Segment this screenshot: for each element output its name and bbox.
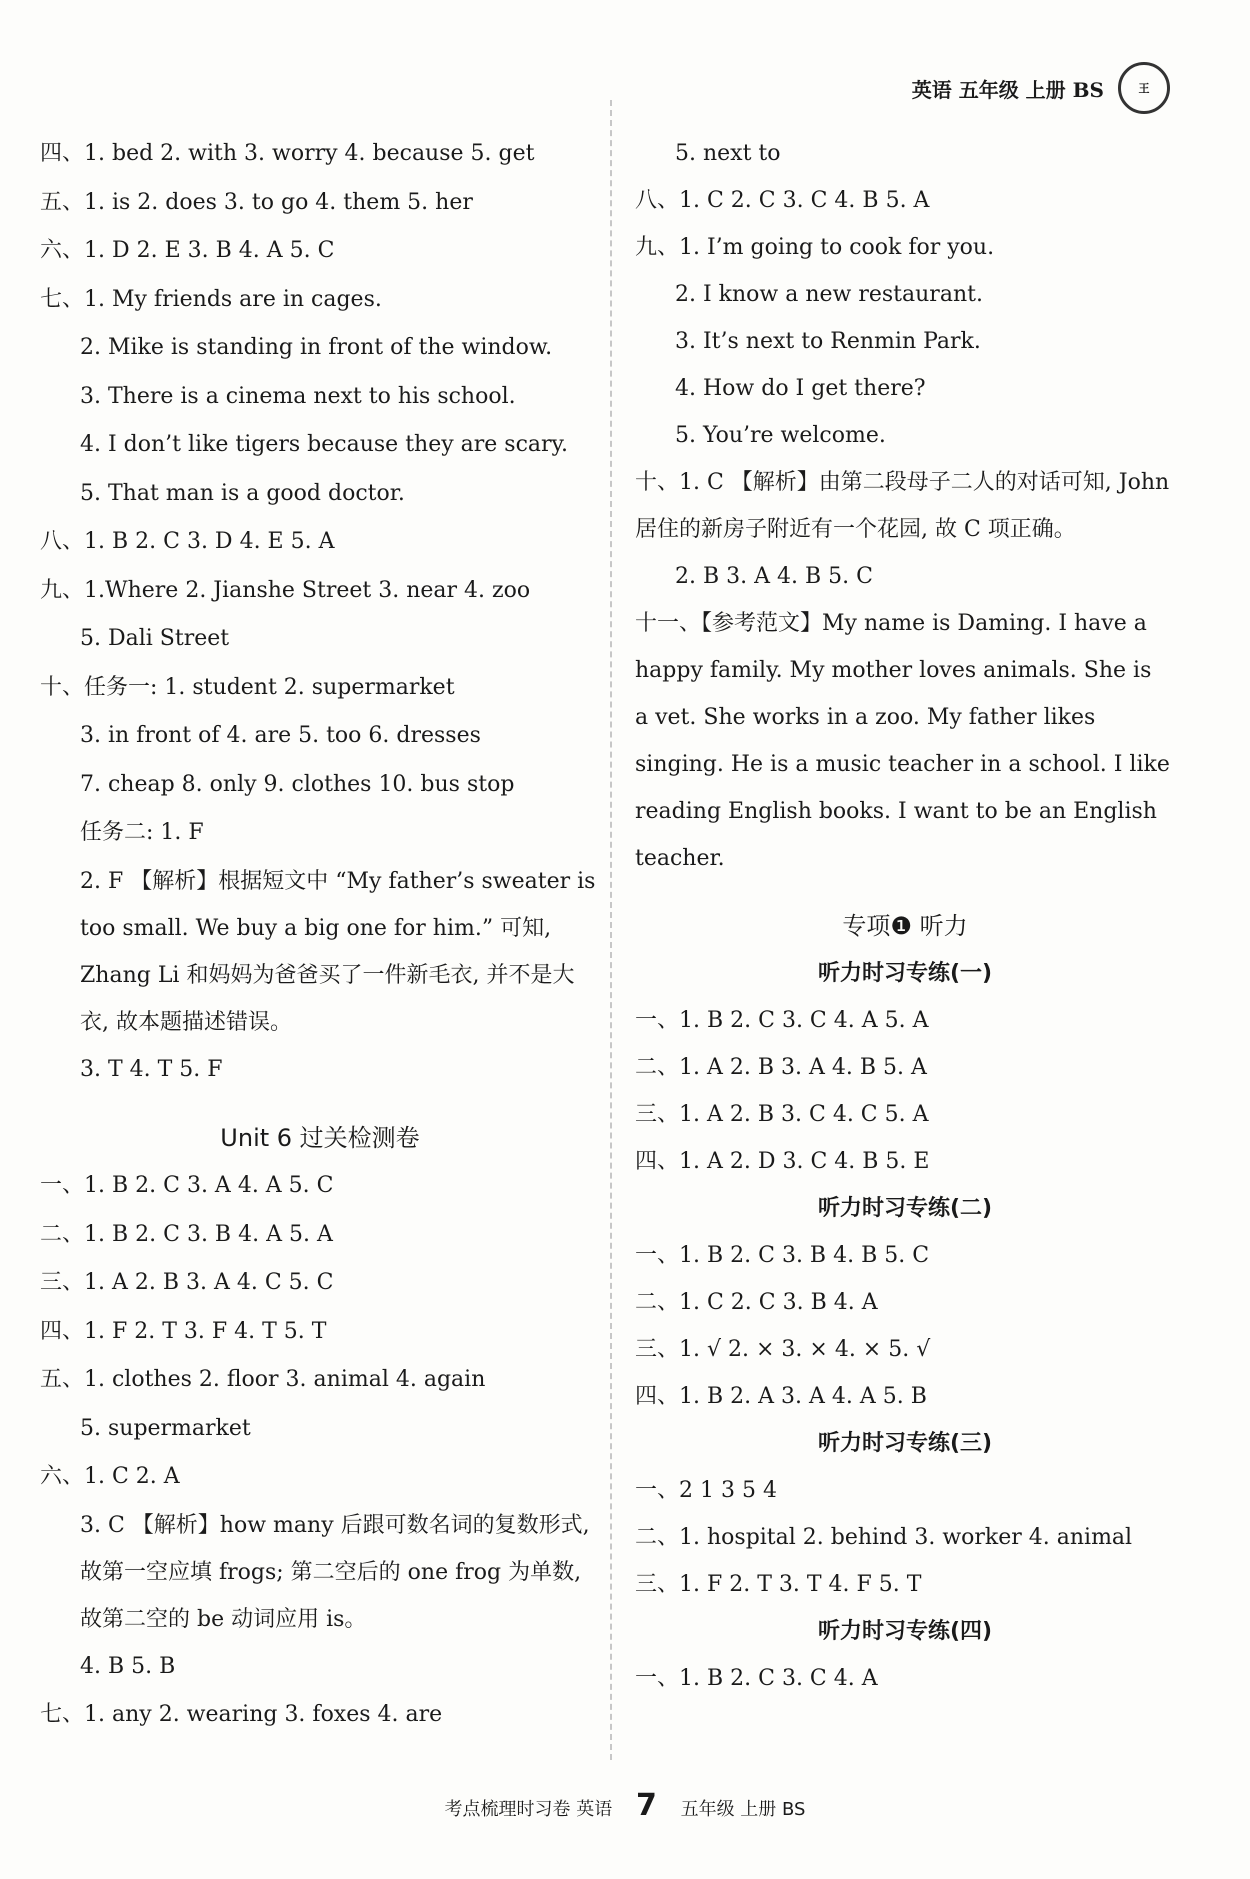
- answer-line: 3. T 4. T 5. F: [80, 1056, 223, 1082]
- answer-line: 三、1. √ 2. × 3. × 4. × 5. √: [635, 1337, 931, 1362]
- answer-line: 3. It’s next to Renmin Park.: [675, 329, 981, 354]
- page-header: [912, 62, 1170, 114]
- answer-line: 二、1. C 2. C 3. B 4. A: [635, 1290, 878, 1315]
- answer-line: 2. B 3. A 4. B 5. C: [675, 564, 873, 589]
- right-column: [635, 130, 1175, 1702]
- answer-line: 一、1. B 2. C 3. C 4. A: [635, 1666, 878, 1691]
- answer-line: 六、1. D 2. E 3. B 4. A 5. C: [40, 238, 335, 263]
- answer-line: 四、1. bed 2. with 3. worry 4. because 5. get: [40, 141, 535, 166]
- answer-line: 二、1. hospital 2. behind 3. worker 4. animal: [635, 1525, 1133, 1550]
- answer-line: 2. I know a new restaurant.: [675, 282, 983, 307]
- answer-line: 四、1. A 2. D 3. C 4. B 5. E: [635, 1149, 930, 1174]
- answer-line: 四、1. F 2. T 3. F 4. T 5. T: [40, 1318, 327, 1344]
- explanation-paragraph: 十、1. C 【解析】由第二段母子二人的对话可知, John 居住的新房子附近有一个花园, 故 C 项正确。: [635, 470, 1170, 542]
- brand-seal-icon: 王: [1118, 62, 1170, 114]
- answer-line: 八、1. B 2. C 3. D 4. E 5. A: [40, 529, 335, 554]
- answer-line: 一、1. B 2. C 3. C 4. A 5. A: [635, 1008, 929, 1033]
- answer-line: 3. There is a cinema next to his school.: [80, 383, 516, 409]
- left-column: [40, 130, 600, 1740]
- answer-line: 七、1. any 2. wearing 3. foxes 4. are: [40, 1702, 443, 1727]
- answer-line: 任务二: 1. F: [80, 820, 204, 845]
- footer-left: 考点梳理时习卷 英语: [444, 1799, 613, 1820]
- practice-title: 听力时习专练(四): [817, 1619, 993, 1644]
- explanation-paragraph: 3. C 【解析】how many 后跟可数名词的复数形式, 故第一空应填 frogs; 第二空后的 one frog 为单数, 故第二空的 be 动词应用 is。: [80, 1512, 590, 1632]
- answer-line: 5. next to: [675, 141, 781, 166]
- answer-line: 五、1. is 2. does 3. to go 4. them 5. her: [40, 189, 473, 215]
- answer-line: 5. supermarket: [80, 1415, 251, 1441]
- practice-title: 听力时习专练(二): [817, 1196, 993, 1221]
- answer-line: 一、1. B 2. C 3. B 4. B 5. C: [635, 1243, 930, 1268]
- answer-line: 2. Mike is standing in front of the window.: [80, 335, 553, 360]
- answer-line: 一、1. B 2. C 3. A 4. A 5. C: [40, 1173, 334, 1198]
- explanation-paragraph: 2. F 【解析】根据短文中 “My father’s sweater is too small. We buy a big one for him.” 可知, Zhang Li 和妈妈为爸爸买了一件新毛衣, 并不是大衣, 故本题描述错误。: [80, 868, 596, 1035]
- page-number: 7: [635, 1788, 657, 1823]
- unit-title: Unit 6 过关检测卷: [220, 1124, 420, 1152]
- answer-line: 九、1.Where 2. Jianshe Street 3. near 4. zoo: [40, 577, 531, 603]
- answer-line: 四、1. B 2. A 3. A 4. A 5. B: [635, 1384, 927, 1409]
- answer-line: 六、1. C 2. A: [40, 1464, 180, 1489]
- column-divider: [610, 100, 612, 1760]
- answer-line: 八、1. C 2. C 3. C 4. B 5. A: [635, 188, 930, 213]
- answer-line: 九、1. I’m going to cook for you.: [635, 235, 995, 260]
- answer-line: 5. Dali Street: [80, 626, 230, 651]
- answer-line: 二、1. B 2. C 3. B 4. A 5. A: [40, 1221, 333, 1247]
- answer-line: 十、任务一: 1. student 2. supermarket: [40, 674, 455, 700]
- answer-line: 三、1. F 2. T 3. T 4. F 5. T: [635, 1572, 922, 1597]
- answer-line: 7. cheap 8. only 9. clothes 10. bus stop: [80, 771, 515, 797]
- answer-line: 三、1. A 2. B 3. C 4. C 5. A: [635, 1102, 929, 1127]
- answer-line: 5. That man is a good doctor.: [80, 480, 405, 506]
- answer-line: 三、1. A 2. B 3. A 4. C 5. C: [40, 1270, 334, 1295]
- answer-line: 二、1. A 2. B 3. A 4. B 5. A: [635, 1055, 927, 1080]
- answer-line: 4. I don’t like tigers because they are scary.: [80, 432, 569, 457]
- answer-line: 五、1. clothes 2. floor 3. animal 4. again: [40, 1367, 486, 1392]
- footer-right: 五年级 上册 BS: [680, 1799, 806, 1820]
- section-title: 专项❶ 听力: [842, 912, 968, 940]
- answer-line: 一、2 1 3 5 4: [635, 1478, 777, 1503]
- answer-line: 4. How do I get there?: [675, 376, 926, 401]
- answer-line: 5. You’re welcome.: [675, 423, 886, 448]
- practice-title: 听力时习专练(一): [817, 961, 993, 986]
- page-footer: [0, 1788, 1250, 1823]
- answer-line: 七、1. My friends are in cages.: [40, 286, 382, 312]
- answer-line: 4. B 5. B: [80, 1653, 176, 1679]
- practice-title: 听力时习专练(三): [817, 1431, 993, 1456]
- answer-line: 3. in front of 4. are 5. too 6. dresses: [80, 723, 481, 748]
- header-text: 英语 五年级 上册 BS: [911, 77, 1104, 102]
- model-essay: 十一、【参考范文】My name is Daming. I have a happy family. My mother loves animals. She is a vet. She works in a zoo. My father likes singing. He is a music teacher in a school. I like reading English books. I want to be an English teacher.: [635, 611, 1170, 871]
